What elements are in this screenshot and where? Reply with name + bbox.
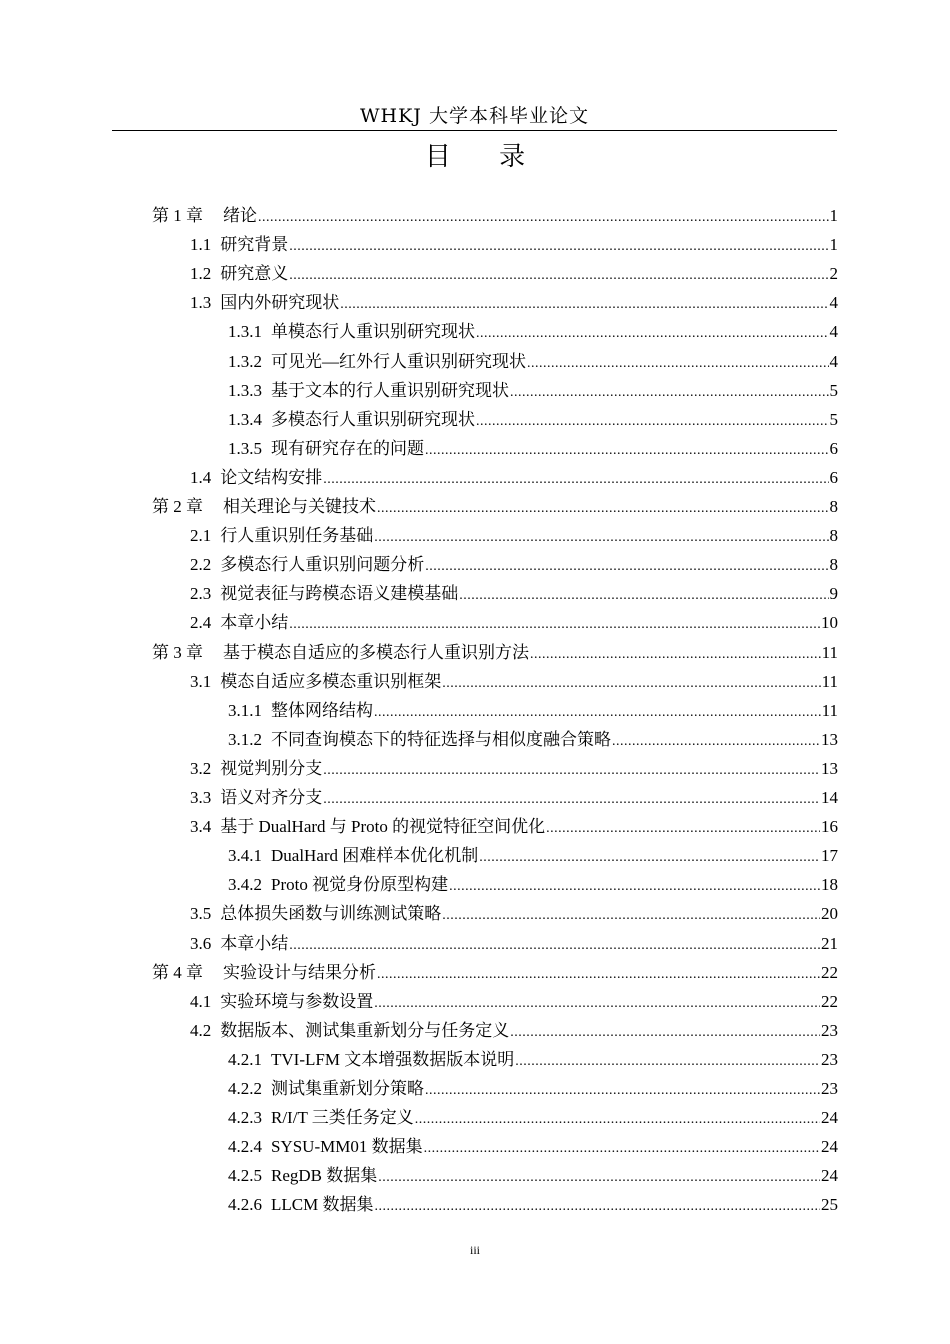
toc-entry-title: 总体损失函数与训练测试策略 [220,904,442,924]
dot-leader [374,698,821,727]
dot-leader [449,872,820,901]
toc-entry-title: DualHard 困难样本优化机制 [271,846,479,866]
toc-entry-page: 24 [821,1166,838,1186]
toc-entry-number: 4.2.2 [228,1079,262,1098]
toc-entry-page: 11 [821,642,838,662]
toc-entry-number: 1.3.5 [228,438,262,458]
toc-entry-number: 1.3 [190,293,212,313]
toc-entry-number: 3.1 [190,671,212,691]
toc-entry-number: 1.3.2 [228,351,262,371]
toc-entry-title: 现有研究存在的问题 [271,438,424,458]
toc-section-entry[interactable] [228,1132,838,1161]
toc-section-entry[interactable] [190,987,838,1016]
toc-entry-page: 9 [829,584,838,604]
toc-section-entry[interactable] [228,841,838,870]
toc-entry-page: 18 [821,875,838,895]
toc-section-entry[interactable] [228,870,838,899]
toc-chapter-entry[interactable] [152,638,838,667]
header-text: WHKJ 大学本科毕业论文 [360,105,589,127]
toc-entry-page: 13 [821,758,838,778]
toc-entry-title: 基于文本的行人重识别研究现状 [271,380,509,400]
toc-section-entry[interactable] [190,259,838,288]
toc-section-entry[interactable] [190,754,838,783]
toc-entry-title: 多模态行人重识别问题分析 [220,555,425,575]
dot-leader [425,552,828,581]
toc-chapter-entry[interactable] [152,492,838,521]
toc-section-entry[interactable] [228,1161,838,1190]
toc-entry-page: 13 [821,729,838,749]
toc-entry-title: 基于模态自适应的多模态行人重识别方法 [223,642,529,662]
dot-leader [378,1163,820,1192]
toc-entry-page: 24 [821,1137,838,1157]
toc-entry-title: 绪论 [223,206,257,225]
toc-entry-page: 23 [821,1079,838,1098]
toc-entry-page: 14 [821,788,838,807]
toc-entry-page: 17 [821,846,838,866]
toc-entry-title: 不同查询模态下的特征选择与相似度融合策略 [271,729,611,749]
toc-entry-page: 11 [821,671,838,691]
dot-leader [510,378,829,407]
dot-leader [442,901,820,930]
toc-entry-title: 论文结构安排 [220,467,323,487]
toc-section-entry[interactable] [190,608,838,637]
dot-leader [459,581,828,610]
toc-entry-page: 5 [829,409,838,429]
toc-entry-number: 第 1 章 [152,206,203,225]
toc-entry-page: 11 [821,700,838,720]
toc-entry-number: 第 4 章 [152,962,203,982]
toc-entry-number: 第 3 章 [152,642,203,662]
dot-leader [323,785,820,814]
toc-section-entry[interactable] [228,696,838,725]
dot-leader [425,436,829,465]
toc-section-entry[interactable] [228,1045,838,1074]
toc-entry-page: 4 [829,351,838,371]
toc-entry-title: 基于 DualHard 与 Proto 的视觉特征空间优化 [220,817,546,837]
toc-entry-title: 实验环境与参数设置 [220,991,374,1011]
dot-leader [323,465,828,494]
toc-section-entry[interactable] [228,376,838,405]
toc-section-entry[interactable] [228,1103,838,1132]
toc-section-entry[interactable] [190,579,838,608]
page-header [112,104,837,131]
toc-entry-page: 23 [821,1020,838,1040]
toc-chapter-entry[interactable] [152,201,838,230]
toc-entry-number: 第 2 章 [152,497,203,516]
toc-entry-number: 1.3.1 [228,322,262,342]
toc-entry-title: 数据版本、测试集重新划分与任务定义 [220,1020,510,1040]
toc-entry-title: 相关理论与关键技术 [223,497,376,516]
toc-entry-title: 测试集重新划分策略 [271,1079,424,1098]
toc-entry-title: RegDB 数据集 [271,1166,378,1186]
page-number: iii [469,1243,480,1257]
toc-entry-page: 21 [821,933,838,953]
toc-entry-number: 4.1 [190,991,212,1011]
toc-entry-number: 1.3.4 [228,409,262,429]
toc-entry-title: 实验设计与结果分析 [223,962,376,982]
toc-section-entry[interactable] [190,812,838,841]
toc-entry-number: 3.1.1 [228,700,262,720]
dot-leader [510,1018,820,1047]
toc-entry-title: 本章小结 [220,613,289,633]
toc-section-entry[interactable] [190,1016,838,1045]
toc-section-entry[interactable] [190,783,838,812]
toc-entry-number: 3.4 [190,817,212,837]
toc-entry-number: 3.1.2 [228,729,262,749]
dot-leader [546,814,820,843]
dot-leader [527,349,829,378]
toc-section-entry[interactable] [190,899,838,928]
dot-leader [289,931,820,960]
toc-entry-page: 4 [829,322,838,342]
toc-entry-number: 2.4 [190,613,212,633]
toc-entry-title: 视觉判别分支 [220,758,323,778]
dot-leader [515,1047,820,1076]
toc-entry-title: 语义对齐分支 [220,788,323,807]
toc-entry-title: 研究意义 [220,264,289,284]
toc-entry-title: TVI-LFM 文本增强数据版本说明 [271,1049,515,1069]
toc-entry-title: SYSU-MM01 数据集 [271,1137,423,1157]
toc-entry-number: 2.3 [190,584,212,604]
toc-entry-number: 1.1 [190,235,212,255]
dot-leader [258,203,829,232]
toc-entry-title: LLCM 数据集 [271,1195,374,1215]
dot-leader [476,407,829,436]
toc-entry-page: 6 [829,438,838,458]
toc-entry-page: 8 [829,555,838,575]
toc-entry-title: 整体网络结构 [271,700,373,720]
toc-entry-number: 3.3 [190,788,212,807]
toc-section-entry[interactable] [228,347,838,376]
toc-entry-page: 16 [821,817,838,837]
toc-section-entry[interactable] [190,521,838,550]
toc-entry-number: 4.2.3 [228,1108,262,1128]
toc-section-entry[interactable] [190,463,838,492]
toc-entry-title: R/I/T 三类任务定义 [271,1108,414,1128]
dot-leader [425,1076,820,1105]
toc-entry-number: 1.3.3 [228,380,262,400]
toc-entry-title: 单模态行人重识别研究现状 [271,322,475,342]
dot-leader [479,843,820,872]
dot-leader [415,1105,820,1134]
toc-entry-page: 1 [829,206,838,225]
toc-entry-title: 研究背景 [220,235,289,255]
toc-entry-page: 23 [821,1049,838,1069]
toc-entry-page: 1 [829,235,838,255]
toc-title: 目 录 [424,142,546,172]
toc-section-entry[interactable] [190,550,838,579]
dot-leader [340,290,828,319]
toc-entry-number: 3.2 [190,758,212,778]
toc-entry-page: 8 [829,497,838,516]
toc-entry-page: 22 [821,991,838,1011]
dot-leader [289,261,828,290]
dot-leader [289,232,828,261]
toc-entry-number: 4.2 [190,1020,212,1040]
dot-leader [377,494,829,523]
dot-leader [612,727,820,756]
toc-entry-page: 2 [829,264,838,284]
toc-entry-number: 2.1 [190,526,212,546]
toc-entry-number: 4.2.5 [228,1166,262,1186]
toc-section-entry[interactable] [228,1074,838,1103]
toc-entry-number: 1.2 [190,264,212,284]
toc-entry-number: 2.2 [190,555,212,575]
toc-entry-page: 25 [821,1195,838,1215]
toc-section-entry[interactable] [190,230,838,259]
toc-section-entry[interactable] [228,317,838,346]
dot-leader [530,640,821,669]
dot-leader [374,523,828,552]
toc-entry-page: 24 [821,1108,838,1128]
dot-leader [424,1134,820,1163]
toc-entry-title: 本章小结 [220,933,289,953]
toc-entry-number: 3.4.2 [228,875,262,895]
dot-leader [377,960,820,989]
toc-entry-number: 3.6 [190,933,212,953]
toc-entry-number: 4.2.1 [228,1049,262,1069]
dot-leader [442,669,820,698]
toc-entry-page: 20 [821,904,838,924]
dot-leader [289,610,820,639]
toc-entry-title: 模态自适应多模态重识别框架 [220,671,442,691]
toc-entry-title: 多模态行人重识别研究现状 [271,409,475,429]
toc-entry-number: 3.5 [190,904,212,924]
toc-entry-number: 1.4 [190,467,212,487]
toc-section-entry[interactable] [228,1190,838,1219]
toc-entry-number: 4.2.4 [228,1137,262,1157]
toc-entry-title: 国内外研究现状 [220,293,340,313]
toc-section-entry[interactable] [228,725,838,754]
toc-section-entry[interactable] [228,434,838,463]
toc-chapter-entry[interactable] [152,958,838,987]
toc-entry-number: 4.2.6 [228,1195,262,1215]
dot-leader [374,989,820,1018]
toc-entry-title: 可见光—红外行人重识别研究现状 [271,351,526,371]
dot-leader [476,319,829,348]
toc-entry-page: 6 [829,467,838,487]
toc-entry-page: 5 [829,380,838,400]
dot-leader [374,1192,820,1221]
dot-leader [323,756,820,785]
toc-entry-page: 10 [821,613,838,633]
toc-section-entry[interactable] [190,288,838,317]
toc-entry-title: Proto 视觉身份原型构建 [271,875,449,895]
toc-entry-title: 行人重识别任务基础 [220,526,374,546]
toc-entry-page: 8 [829,526,838,546]
toc-section-entry[interactable] [228,405,838,434]
toc-entry-number: 3.4.1 [228,846,262,866]
toc-entry-page: 4 [829,293,838,313]
toc-section-entry[interactable] [190,929,838,958]
toc-entry-title: 视觉表征与跨模态语义建模基础 [220,584,459,604]
toc-entry-page: 22 [821,962,838,982]
toc-section-entry[interactable] [190,667,838,696]
